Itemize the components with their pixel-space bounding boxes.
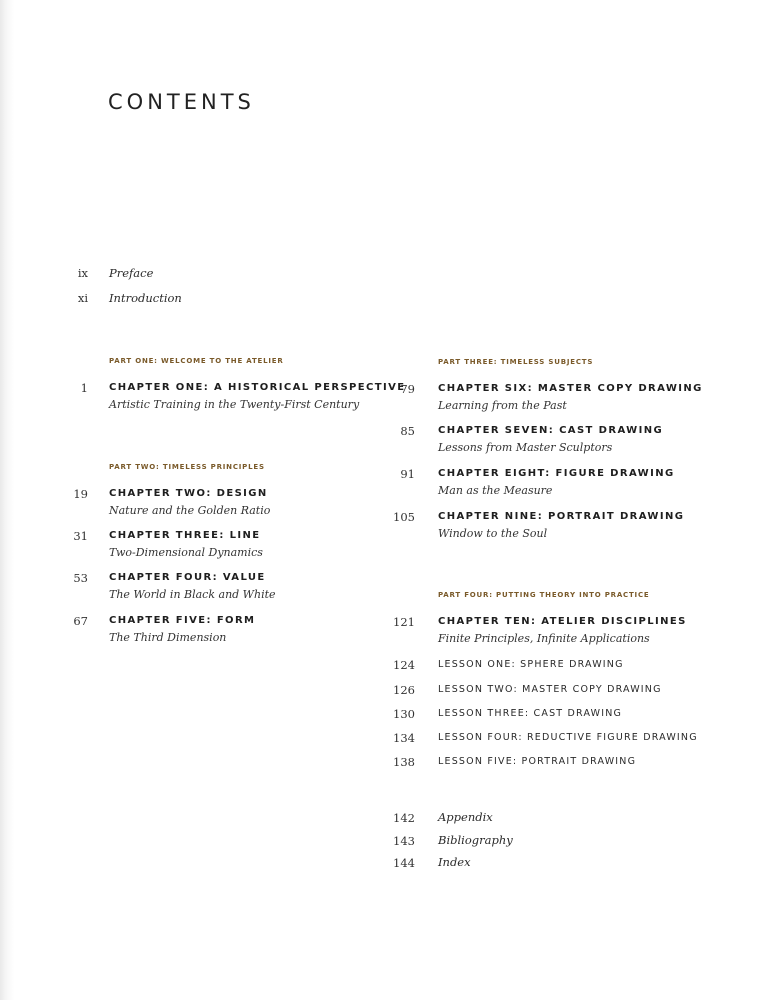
toc-lesson[interactable]: LESSON THREE: CAST DRAWING [438,708,623,719]
toc-chapter-subtitle: Window to the Soul [438,527,548,540]
toc-page-number: 126 [393,683,415,697]
toc-page-number: xi [77,291,88,305]
toc-chapter-subtitle: Lessons from Master Sculptors [438,441,613,454]
toc-chapter-title[interactable]: CHAPTER SEVEN: CAST DRAWING [438,425,664,436]
part-heading: PART THREE: TIMELESS SUBJECTS [438,358,594,366]
toc-lesson[interactable]: LESSON FIVE: PORTRAIT DRAWING [438,756,637,767]
toc-lesson[interactable]: LESSON ONE: SPHERE DRAWING [438,659,624,670]
toc-page-number: 85 [400,424,415,438]
toc-page-number: 144 [393,856,415,870]
toc-chapter-subtitle: Man as the Measure [438,484,553,497]
toc-page-number: 53 [73,571,88,585]
toc-chapter-title[interactable]: CHAPTER ONE: A HISTORICAL PERSPECTIVE [109,382,406,393]
toc-page-number: 130 [393,707,415,721]
toc-lesson[interactable]: LESSON FOUR: REDUCTIVE FIGURE DRAWING [438,732,698,743]
toc-entry-preface[interactable]: Preface [109,266,154,280]
toc-page-number: ix [77,266,88,280]
toc-chapter-title[interactable]: CHAPTER THREE: LINE [109,530,261,541]
toc-page-number: 67 [73,614,88,628]
toc-chapter-title[interactable]: CHAPTER SIX: MASTER COPY DRAWING [438,383,703,394]
toc-page-number: 105 [393,510,415,524]
toc-page-number: 124 [393,658,415,672]
part-heading: PART TWO: TIMELESS PRINCIPLES [109,463,265,471]
toc-page-number: 79 [400,382,415,396]
toc-lesson[interactable]: LESSON TWO: MASTER COPY DRAWING [438,684,662,695]
toc-chapter-title[interactable]: CHAPTER TWO: DESIGN [109,488,268,499]
toc-chapter-subtitle: Learning from the Past [438,399,567,412]
toc-page-number: 31 [73,529,88,543]
toc-page-number: 121 [393,615,415,629]
toc-chapter-subtitle: The World in Black and White [109,588,276,601]
toc-entry-bibliography[interactable]: Bibliography [438,833,513,847]
toc-page-number: 1 [80,381,88,395]
part-heading: PART ONE: WELCOME TO THE ATELIER [109,357,284,365]
toc-chapter-subtitle: The Third Dimension [109,631,227,644]
toc-page-number: 142 [393,811,415,825]
toc-chapter-subtitle: Nature and the Golden Ratio [109,504,271,517]
toc-chapter-subtitle: Two-Dimensional Dynamics [109,546,263,559]
toc-page-number: 138 [393,755,415,769]
toc-chapter-subtitle: Finite Principles, Infinite Applications [438,632,650,645]
toc-page-number: 143 [393,834,415,848]
toc-page-number: 19 [73,487,88,501]
toc-chapter-title[interactable]: CHAPTER TEN: ATELIER DISCIPLINES [438,616,687,627]
toc-entry-appendix[interactable]: Appendix [438,810,493,824]
toc-page-number: 134 [393,731,415,745]
toc-chapter-subtitle: Artistic Training in the Twenty-First Century [109,398,360,411]
toc-page-number: 91 [400,467,415,481]
toc-chapter-title[interactable]: CHAPTER NINE: PORTRAIT DRAWING [438,511,685,522]
toc-entry-introduction[interactable]: Introduction [109,291,182,305]
toc-chapter-title[interactable]: CHAPTER FIVE: FORM [109,615,256,626]
toc-chapter-title[interactable]: CHAPTER EIGHT: FIGURE DRAWING [438,468,675,479]
toc-chapter-title[interactable]: CHAPTER FOUR: VALUE [109,572,266,583]
toc-entry-index[interactable]: Index [438,855,471,869]
page-title: CONTENTS [108,90,255,114]
part-heading: PART FOUR: PUTTING THEORY INTO PRACTICE [438,591,650,599]
